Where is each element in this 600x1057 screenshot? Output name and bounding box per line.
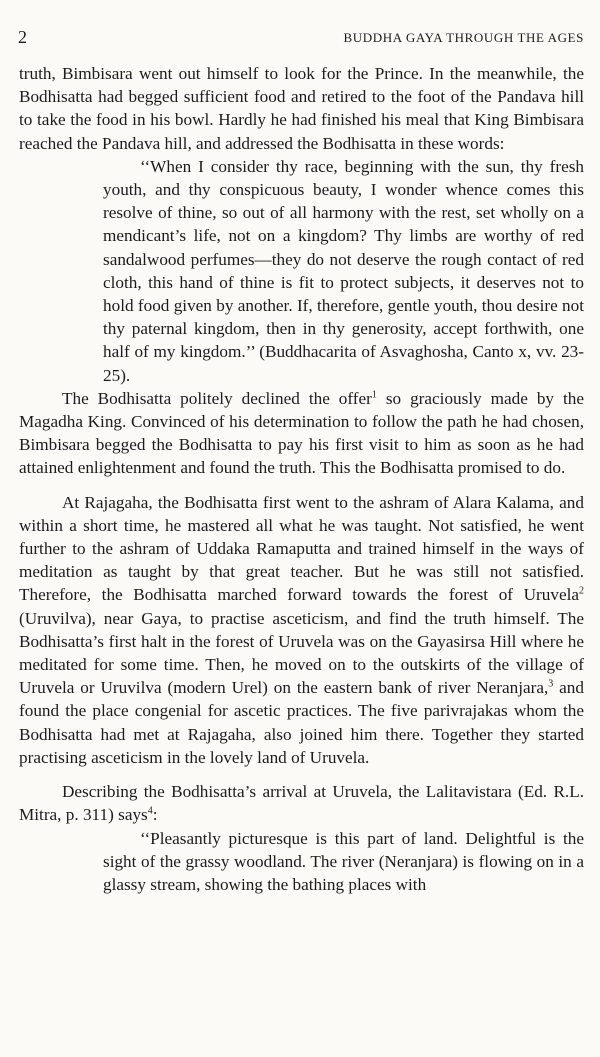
footnote-ref-3[interactable]: 3 [548, 678, 554, 690]
paragraph-3 [19, 491, 584, 769]
paragraph-gap [19, 769, 584, 780]
paragraph-4-text-a: Describing the Bodhisatta’s arrival at Uruvela, the Lalitavistara (Ed. R.L. Mitra, p. 311) says [19, 782, 584, 825]
paragraph-2 [19, 387, 584, 480]
footnote-ref-2[interactable]: 2 [579, 585, 584, 597]
paragraph-3-text-c: and found the place congenial for ascetic practices. The five parivrajakas whom the Bodhisatta had met at Rajagaha, also joined him there. Together they started practising asceticism in the lovely land of Uruvela. [19, 678, 584, 767]
paragraph-4-text-b: : [152, 805, 158, 825]
paragraph-2-text-b: so graciously made by the Magadha King. Convinced of his determination to follow the path he had chosen, Bimbisara begged the Bodhisatta to pay his first visit to him as soon as he had attained enlightenment and found the truth. This the Bodhisatta promised to do. [19, 388, 584, 478]
paragraph-gap [19, 480, 584, 491]
block-quote-buddhacarita [19, 155, 584, 387]
block-quote-lalitavistara [19, 827, 584, 897]
paragraph-1: truth, Bimbisara went out himself to look for the Prince. In the meanwhile, the Bodhisatta had begged sufficient food and retired to the foot of the Pandava hill to take the food in his bowl. Hardly he had finished his meal that King Bimbisara reached the Pandava hill, and addressed the Bodhisatta in these words: [19, 64, 584, 153]
paragraph-2-text-a: The Bodhisatta politely declined the offer [62, 388, 372, 408]
running-title: BUDDHA GAYA THROUGH THE AGES [343, 30, 584, 45]
page-number: 2 [18, 27, 27, 47]
page-body [19, 62, 584, 896]
paragraph-3-text-b: (Uruvilva), near Gaya, to practise asceticism, and find the truth himself. The Bodhisatta’s first halt in the forest of Uruvela was on the Gayasirsa Hill where he meditated for some time. Then, he moved on to the outskirts of the village of Uruvela or Uruvilva (modern Urel) on the eastern bank of river Neranjara, [19, 608, 584, 698]
paragraph-4 [19, 780, 584, 826]
footnote-ref-4[interactable]: 4 [147, 805, 153, 817]
quote-1-text: ‘‘When I consider thy race, beginning with the sun, thy fresh youth, and thy conspicuous beauty, I wonder whence comes this resolve of thine, so out of all harmony with the rest, set wholly on a mendicant’s life, not on a kingdom? Thy limbs are worthy of red sandalwood perfumes—they do not deserve the rough contact of red cloth, this hand of thine is fit to protect subjects, it deserves not to hold food given by another. If, therefore, gentle youth, thou desire not thy paternal kingdom, then in thy generosity, accept forthwith, one half of my kingdom.’’ (Buddhacarita of Asvaghosha, Canto x, vv. 23-25). [103, 156, 584, 385]
quote-2-text: ‘‘Pleasantly picturesque is this part of land. Delightful is the sight of the grassy woodland. The river (Neranjara) is flowing on in a glassy stream, showing the bathing places with [103, 828, 584, 894]
footnote-ref-1[interactable]: 1 [371, 389, 377, 401]
paragraph-3-text-a: At Rajagaha, the Bodhisatta first went to the ashram of Alara Kalama, and within a short time, he mastered all what he was taught. Not satisfied, he went further to the ashram of Uddaka Ramaputta and trained himself in the ways of meditation as taught by that great teacher. But he was still not satisfied. Therefore, the Bodhisatta marched forward towards the forest of Uruvela [19, 492, 584, 605]
page-header [18, 27, 584, 47]
